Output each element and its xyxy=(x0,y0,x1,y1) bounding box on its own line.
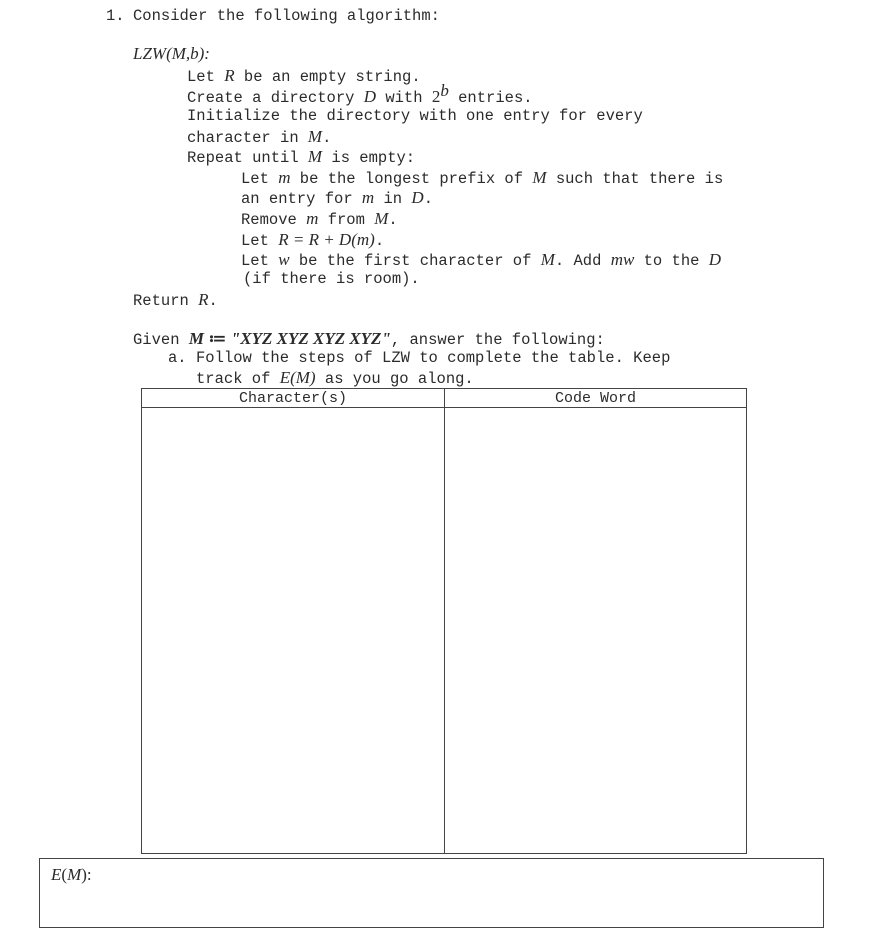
given-statement: Given M ≔ "XYZ XYZ XYZ XYZ", answer the following: xyxy=(133,329,605,349)
algo-line-6: Let m be the longest prefix of M such that there is xyxy=(241,168,724,188)
algo-line-11: (if there is room). xyxy=(243,270,420,288)
code-word-column-cell[interactable] xyxy=(445,408,746,853)
algo-line-9: Let R = R + D(m). xyxy=(241,230,385,250)
algo-line-7: an entry for m in D. xyxy=(241,188,434,208)
algo-line-5: Repeat until M is empty: xyxy=(187,147,416,167)
question-number: 1. xyxy=(106,7,125,25)
algo-line-10: Let w be the first character of M. Add mw to the D xyxy=(241,250,722,270)
algo-line-2: Create a directory D with 2$^b$ entries. xyxy=(187,81,533,107)
algo-line-4: character in M. xyxy=(187,127,332,147)
algo-line-8: Remove m from M. xyxy=(241,209,398,229)
part-a-line-2: track of E(M) as you go along. xyxy=(196,368,474,388)
question-prompt: Consider the following algorithm: xyxy=(133,7,440,25)
characters-column-cell[interactable] xyxy=(142,408,445,853)
table-header-characters: Character(s) xyxy=(142,389,445,408)
table-header-code-word: Code Word xyxy=(445,389,746,408)
em-label: E(M): xyxy=(51,865,92,884)
algo-line-1: Let R be an empty string. xyxy=(187,66,421,86)
algorithm-signature: LZW(M,b): xyxy=(133,44,210,63)
part-a-line-1: Follow the steps of LZW to complete the table. Keep xyxy=(196,349,671,367)
em-answer-box[interactable] xyxy=(39,858,824,928)
lzw-table xyxy=(141,388,747,854)
part-a-label: a. xyxy=(168,349,187,367)
algo-line-3: Initialize the directory with one entry for every xyxy=(187,107,643,125)
algo-return: Return R. xyxy=(133,290,218,310)
